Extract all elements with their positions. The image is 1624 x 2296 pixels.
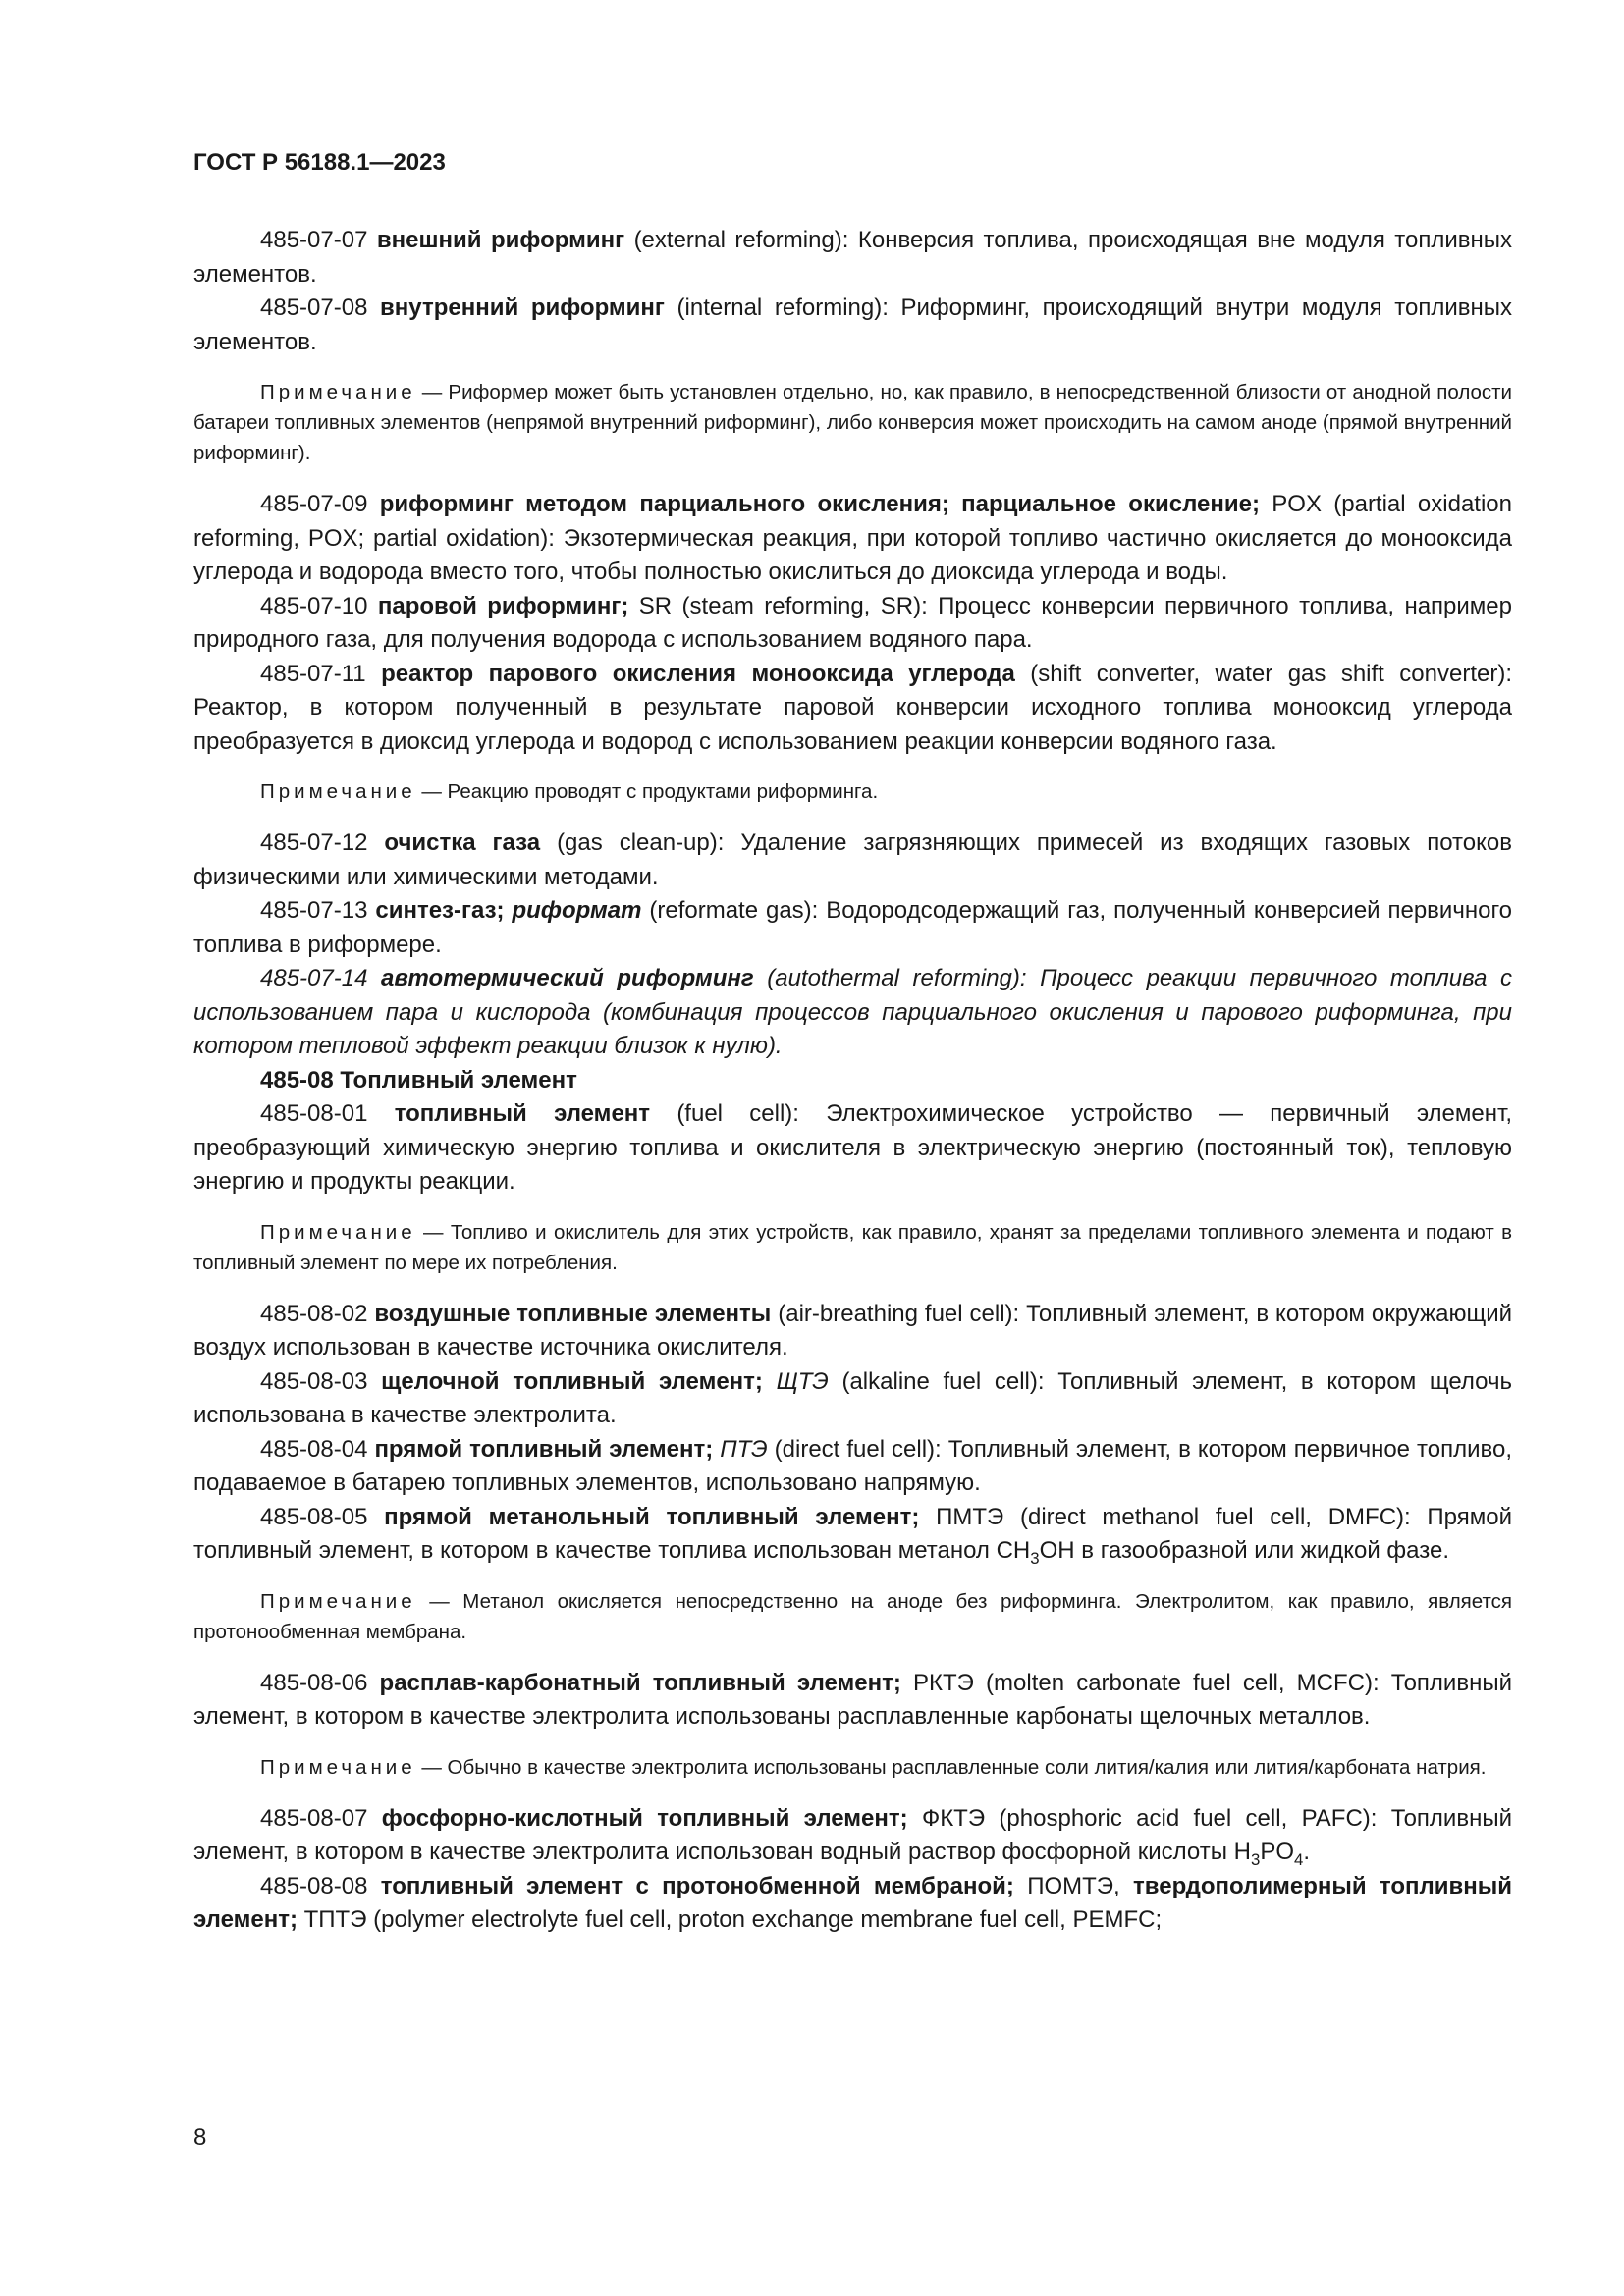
document-body bbox=[193, 224, 1512, 1938]
term-entry: 485-07-08 внутренний риформинг (internal reforming): Риформинг, происходящий внутри модуля топливных элементов. bbox=[193, 294, 1512, 355]
term-entry: 485-07-14 автотермический риформинг (autothermal reforming): Процесс реакции первичного топлива с использованием пара и кислорода (комбинация процессов парциального окисления и парового риформинга, при котором тепловой эффект реакции близок к нулю). bbox=[193, 965, 1512, 1059]
note: Примечание — Риформер может быть установлен отдельно, но, как правило, в непосредственной близости от анодной полости батареи топливных элементов (непрямой внутренний риформинг), либо конверсия может происходить на самом аноде (прямой внутренний риформинг). bbox=[193, 381, 1512, 464]
note: Примечание — Топливо и окислитель для этих устройств, как правило, хранят за пределами топливного элемента и подают в топливный элемент по мере их потребления. bbox=[193, 1220, 1512, 1274]
term-entry: 485-08-08 топливный элемент с протонобменной мембраной; ПОМТЭ, твердополимерный топливный элемент; ТПТЭ (polymer electrolyte fuel cell, proton exchange membrane fuel cell, PEMFC; bbox=[193, 1872, 1513, 1933]
term-entry: 485-08-04 прямой топливный элемент; ПТЭ (direct fuel cell): Топливный элемент, в котором первичное топливо, подаваемое в батарею топливных элементов, использовано напрямую. bbox=[193, 1435, 1513, 1496]
page-number: 8 bbox=[193, 2124, 207, 2151]
document-header: ГОСТ Р 56188.1—2023 bbox=[193, 149, 446, 176]
term-entry: 485-07-07 внешний риформинг (external reforming): Конверсия топлива, происходящая вне модуля топливных элементов. bbox=[193, 227, 1513, 288]
term-entry: 485-07-13 синтез-газ; риформат (reformate gas): Водородсодержащий газ, полученный конверсией первичного топлива в риформере. bbox=[193, 897, 1513, 958]
term-entry: 485-08-05 прямой метанольный топливный элемент; ПМТЭ (direct methanol fuel cell, DMFC): Прямой топливный элемент, в котором в качестве топлива использован метанол $CH_3OH$ в газообразной или жидкой фазе. bbox=[193, 1503, 1513, 1568]
term-entry: 485-07-10 паровой риформинг; SR (steam reforming, SR): Процесс конверсии первичного топлива, например природного газа, для получения водорода с использованием водяного пара. bbox=[193, 592, 1512, 653]
term-entry: 485-07-09 риформинг методом парциального окисления; парциальное окисление; POX (partial oxidation reforming, POX; partial oxidation): Экзотермическая реакция, при которой топливо частично окисляется до монооксида углерода и водорода вместо того, чтобы полностью окислиться до диоксида углерода и воды. bbox=[193, 491, 1512, 585]
term-entry: 485-07-12 очистка газа (gas clean-up): Удаление загрязняющих примесей из входящих газовых потоков физическими или химическими методами. bbox=[193, 829, 1512, 890]
note: Примечание — Метанол окисляется непосредственно на аноде без риформинга. Электролитом, как правило, является протонообменная мембрана. bbox=[193, 1589, 1512, 1643]
term-entry: 485-08-06 расплав-карбонатный топливный элемент; РКТЭ (molten carbonate fuel cell, MCFC): Топливный элемент, в котором в качестве электролита использованы расплавленные карбонаты щелочных металлов. bbox=[193, 1669, 1512, 1730]
term-entry: 485-08-03 щелочной топливный элемент; ЩТЭ (alkaline fuel cell): Топливный элемент, в котором щелочь использована в качестве электролита. bbox=[193, 1367, 1512, 1428]
term-entry: 485-08-01 топливный элемент (fuel cell): Электрохимическое устройство — первичный элемент, преобразующий химическую энергию топлива и окислителя в электрическую энергию (постоянный ток), тепловую энергию и продукты реакции. bbox=[193, 1100, 1513, 1195]
term-entry: 485-08-02 воздушные топливные элементы (air-breathing fuel cell): Топливный элемент, в котором окружающий воздух использован в качестве источника окислителя. bbox=[193, 1300, 1513, 1361]
note: Примечание — Обычно в качестве электролита использованы расплавленные соли лития/калия или лития/карбоната натрия. bbox=[260, 1755, 1487, 1779]
note: Примечание — Реакцию проводят с продуктами риформинга. bbox=[260, 780, 879, 803]
term-entry: 485-08-07 фосфорно-кислотный топливный элемент; ФКТЭ (phosphoric acid fuel cell, PAFC): Топливный элемент, в котором в качестве электролита использован водный раствор фосфорной кислоты $H_3PO_4$. bbox=[193, 1804, 1512, 1869]
term-entry: 485-07-11 реактор парового окисления монооксида углерода (shift converter, water gas shift converter): Реактор, в котором полученный в результате паровой конверсии исходного топлива монооксид углерода преобразуется в диоксид углерода и водород с использованием реакции конверсии водяного газа. bbox=[193, 660, 1513, 755]
section-heading: 485-08 Топливный элемент bbox=[260, 1066, 577, 1094]
